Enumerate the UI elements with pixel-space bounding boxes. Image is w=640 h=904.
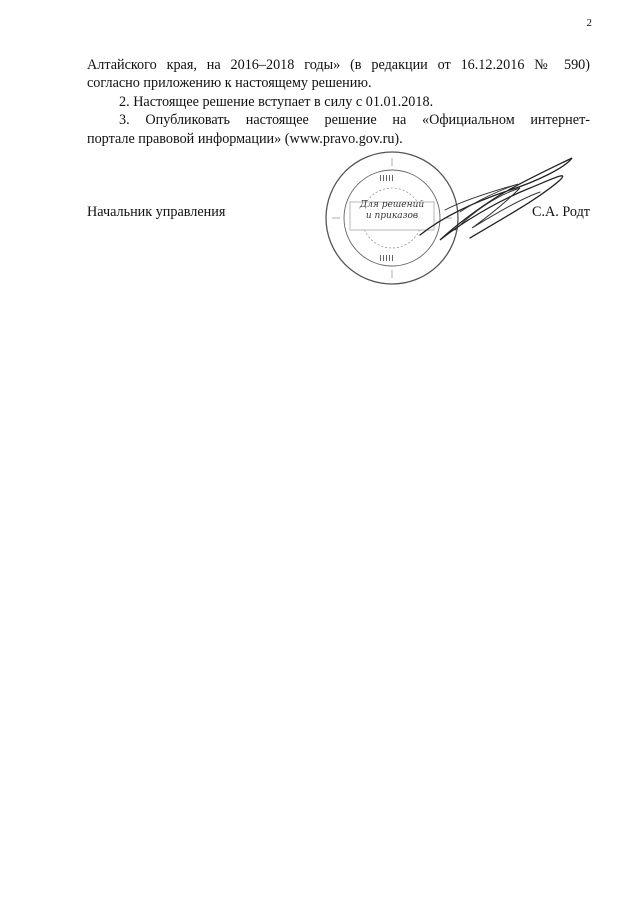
signer-name: С.А. Родт [532,204,590,220]
paragraph-item-2: 2. Настоящее решение вступает в силу с 01.01.2018. [119,93,434,110]
stamp-inner-line2: и приказов [365,211,419,221]
paragraph-continuation-line2: согласно приложению к настоящему решению. [87,75,372,92]
paragraph-item-3-line1: 3. Опубликовать настоящее решение на «Официальном интернет- [119,112,590,129]
handwritten-signature [400,140,580,250]
document-body [87,56,590,148]
page-number: 2 [586,17,592,29]
signer-title: Начальник управления [87,204,226,220]
paragraph-continuation-line1: Алтайского края, на 2016–2018 годы» (в редакции от 16.12.2016 № 590) [87,57,590,73]
stamp-inner-line1: Для решений [359,200,425,210]
paragraph-item-3-line2: портале правовой информации» (www.pravo.gov.ru). [87,130,403,147]
